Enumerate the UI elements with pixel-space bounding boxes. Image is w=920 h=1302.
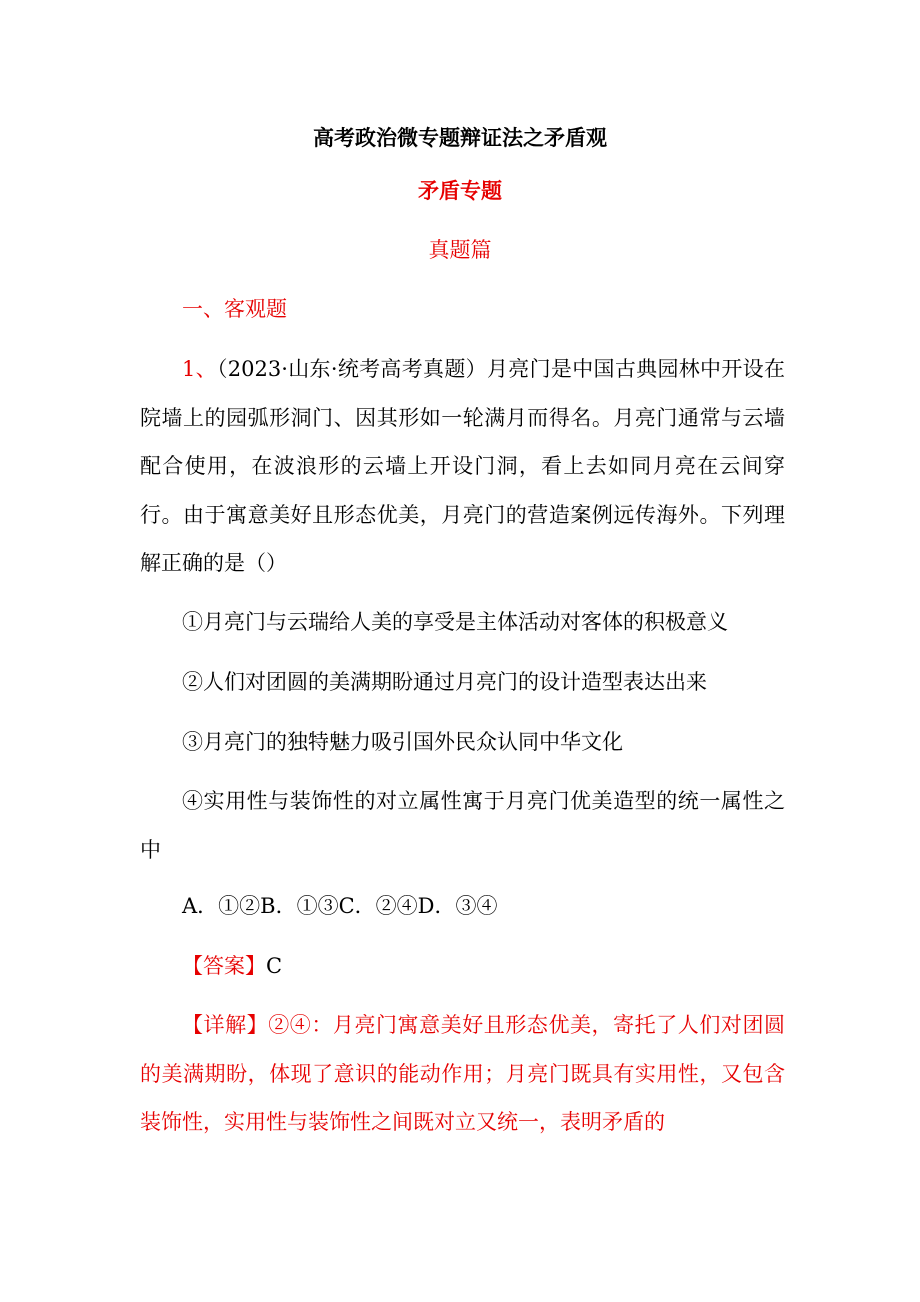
section-heading: 一、客观题 (182, 297, 287, 321)
answer-line (140, 942, 785, 991)
question-text: （2023·山东·统考高考真题）月亮门是中国古典园林中开设在院墙上的园弧形洞门、因其形如一轮满月而得名。月亮门通常与云墙配合使用，在波浪形的云墙上开设门洞，看上去如同月亮在云间穿行。由于寓意美好且形态优美，月亮门的营造案例远传海外。下列理解正确的是（） (140, 357, 785, 575)
question-number: 1、 (182, 357, 217, 381)
answer-value: C (266, 954, 283, 978)
document-subtitle: 矛盾专题 (418, 179, 502, 203)
option-1: ①月亮门与云瑞给人美的享受是主体活动对客体的积极意义 (182, 610, 728, 634)
document-title: 高考政治微专题辩证法之矛盾观 (313, 126, 607, 150)
answer-label: 【答案】 (182, 954, 266, 978)
question-stem (140, 345, 785, 588)
section-label: 真题篇 (428, 238, 492, 262)
option-3: ③月亮门的独特魅力吸引国外民众认同中华文化 (182, 730, 623, 754)
option-4: ④实用性与装饰性的对立属性寓于月亮门优美造型的统一属性之中 (140, 789, 785, 862)
option-2: ②人们对团圆的美满期盼通过月亮门的设计造型表达出来 (182, 670, 707, 694)
explanation: 【详解】②④：月亮门寓意美好且形态优美，寄托了人们对团圆的美满期盼，体现了意识的能动作用；月亮门既具有实用性，又包含装饰性，实用性与装饰性之间既对立又统一，表明矛盾的 (140, 1013, 785, 1134)
answer-choices: A．①②B．①③C．②④D．③④ (182, 894, 498, 918)
